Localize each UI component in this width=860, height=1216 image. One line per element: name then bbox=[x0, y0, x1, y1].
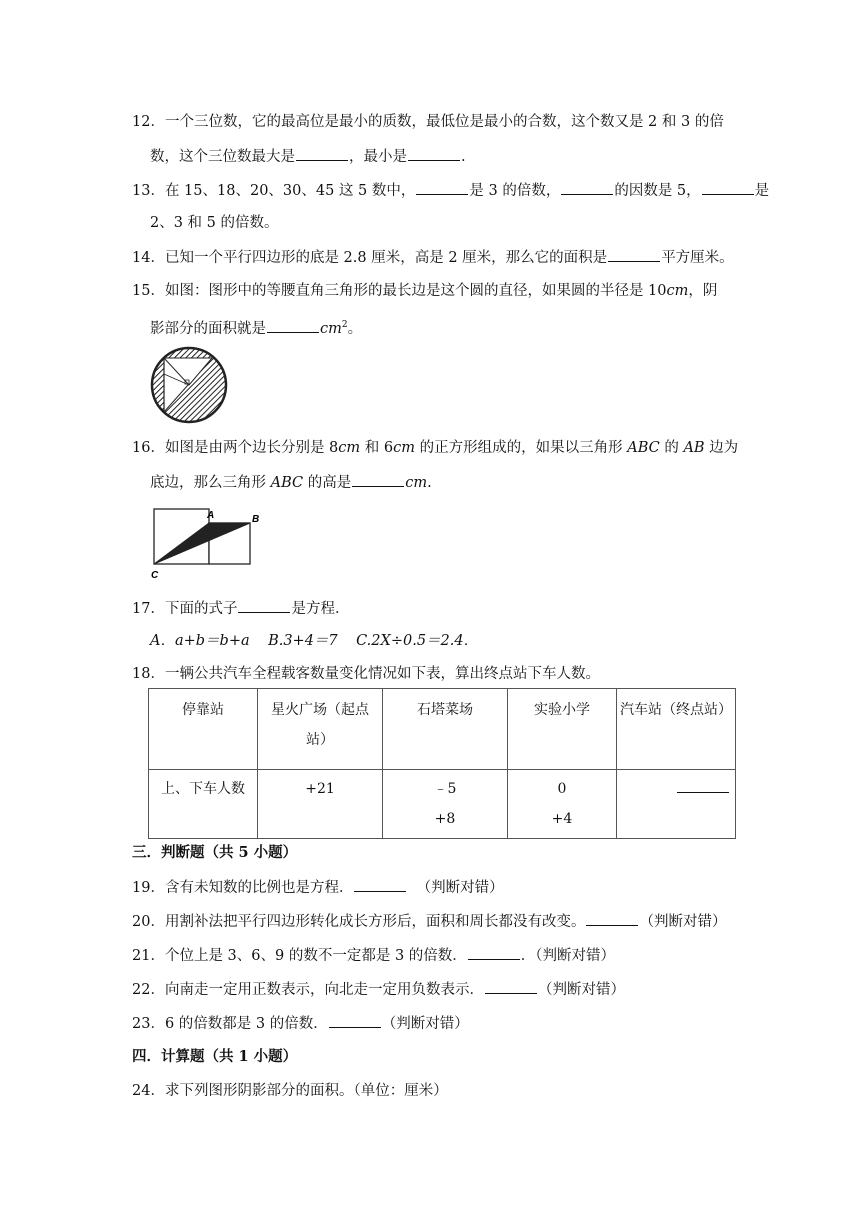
question-text: 一个三位数，它的最高位是最小的质数，最低位是最小的合数，这个数又是 2 和 3 的倍 bbox=[164, 114, 724, 130]
answer-blank[interactable] bbox=[267, 318, 319, 333]
question-16-line-1 bbox=[132, 438, 738, 458]
unit-text: cm bbox=[393, 440, 415, 456]
question-text: 是方程． bbox=[291, 601, 350, 617]
table-cell: ﹣5 +8 bbox=[383, 770, 508, 839]
question-21 bbox=[132, 945, 615, 966]
question-text: 是 bbox=[754, 183, 770, 199]
question-text: 的 bbox=[659, 440, 684, 456]
answer-blank[interactable] bbox=[354, 877, 406, 892]
question-text: （判断对错） bbox=[416, 880, 504, 896]
answer-blank[interactable] bbox=[561, 180, 613, 195]
option-c[interactable]: C.2X÷0.5＝2.4． bbox=[356, 633, 479, 649]
question-number: 24． bbox=[132, 1083, 165, 1099]
exponent: 2 bbox=[341, 320, 348, 330]
question-text: 是 3 的倍数， bbox=[469, 183, 561, 199]
question-text: 。 bbox=[347, 320, 363, 337]
question-number: 17． bbox=[132, 601, 165, 617]
question-15-line-1 bbox=[132, 281, 717, 301]
question-number: 13． bbox=[132, 183, 165, 199]
question-23 bbox=[132, 1013, 469, 1034]
question-16-line-2 bbox=[150, 472, 432, 493]
question-text: ，最小是 bbox=[349, 149, 407, 165]
question-number: 15． bbox=[132, 283, 165, 299]
table-row bbox=[149, 770, 736, 839]
table-header-cell: 汽车站（终点站） bbox=[617, 689, 736, 770]
table-cell bbox=[617, 770, 736, 839]
question-text: 如图是由两个边长分别是 8 bbox=[164, 440, 339, 456]
question-number: 18． bbox=[132, 666, 165, 682]
unit-text: cm bbox=[320, 320, 342, 337]
unit-text: cm bbox=[338, 440, 361, 456]
label-a: A bbox=[207, 510, 215, 521]
table-row bbox=[149, 689, 736, 770]
question-24 bbox=[132, 1081, 448, 1101]
question-number: 16． bbox=[132, 440, 165, 456]
two-squares-figure bbox=[146, 504, 268, 582]
question-text: 的高是 bbox=[303, 475, 352, 491]
option-b[interactable]: B.3+4＝7 bbox=[268, 633, 338, 649]
question-text: . bbox=[427, 475, 432, 491]
answer-blank[interactable] bbox=[296, 146, 348, 161]
question-text: 在 15、18、20、30、45 这 5 数中， bbox=[164, 183, 416, 199]
circle-triangle-figure bbox=[148, 344, 230, 426]
question-text: 一辆公共汽车全程载客数量变化情况如下表，算出终点站下车人数。 bbox=[164, 666, 600, 682]
question-text: 用割补法把平行四边形转化成长方形后，面积和周长都没有改变。 bbox=[164, 914, 586, 930]
question-20 bbox=[132, 911, 726, 932]
question-text: ．（判断对错） bbox=[520, 948, 616, 964]
question-text: 6 的倍数都是 3 的倍数． bbox=[164, 1016, 328, 1032]
answer-blank[interactable] bbox=[677, 778, 729, 793]
question-number: 19． bbox=[132, 880, 165, 896]
question-13-line-1 bbox=[132, 180, 769, 201]
question-text: 下面的式子 bbox=[164, 601, 238, 617]
question-text: （判断对错） bbox=[537, 982, 625, 998]
table-cell: +21 bbox=[258, 770, 383, 839]
option-a[interactable]: A．a+b＝b+a bbox=[150, 633, 250, 649]
answer-blank[interactable] bbox=[468, 945, 520, 960]
question-17-options bbox=[150, 631, 478, 651]
question-text: 影部分的面积就是 bbox=[150, 320, 266, 337]
question-text: 个位上是 3、6、9 的数不一定都是 3 的倍数． bbox=[164, 948, 467, 964]
question-text: 已知一个平行四边形的底是 2.8 厘米，高是 2 厘米，那么它的面积是 bbox=[164, 250, 608, 266]
question-number: 22． bbox=[132, 982, 165, 998]
question-number: 21． bbox=[132, 948, 165, 964]
answer-blank[interactable] bbox=[408, 146, 460, 161]
question-18 bbox=[132, 664, 600, 684]
question-22 bbox=[132, 979, 625, 1000]
triangle-label: ABC bbox=[270, 475, 304, 491]
question-number: 20． bbox=[132, 914, 165, 930]
answer-blank[interactable] bbox=[238, 598, 290, 613]
label-b: B bbox=[252, 514, 260, 525]
question-text: （判断对错） bbox=[381, 1016, 469, 1032]
question-text: 数，这个三位数最大是 bbox=[150, 149, 295, 165]
question-17 bbox=[132, 598, 349, 619]
triangle-label: ABC bbox=[627, 440, 660, 456]
question-text: 求下列图形阴影部分的面积。（单位：厘米） bbox=[164, 1083, 448, 1099]
question-14 bbox=[132, 247, 734, 268]
question-13-line-2 bbox=[150, 213, 279, 233]
question-text: 向南走一定用正数表示，向北走一定用负数表示． bbox=[164, 982, 484, 998]
question-text: 底边，那么三角形 bbox=[150, 475, 271, 491]
table-header-cell: 实验小学 bbox=[508, 689, 617, 770]
question-number: 14． bbox=[132, 250, 165, 266]
question-text: 边为 bbox=[704, 440, 739, 456]
question-15-line-2 bbox=[150, 315, 362, 339]
answer-blank[interactable] bbox=[586, 911, 638, 926]
question-text: 含有未知数的比例也是方程． bbox=[164, 880, 354, 896]
question-text: 的因数是 5， bbox=[614, 183, 701, 199]
question-text: 2、3 和 5 的倍数。 bbox=[150, 215, 279, 231]
question-number: 12． bbox=[132, 114, 165, 130]
table-cell: 上、下车人数 bbox=[149, 770, 258, 839]
section-heading: 四．计算题（共 1 小题） bbox=[132, 1048, 298, 1065]
answer-blank[interactable] bbox=[485, 979, 537, 994]
question-text: . bbox=[461, 149, 466, 165]
unit-text: cm bbox=[666, 283, 689, 299]
question-12-line-1 bbox=[132, 112, 724, 132]
question-text: （判断对错） bbox=[639, 914, 727, 930]
answer-blank[interactable] bbox=[329, 1013, 381, 1028]
table-header-cell: 石塔菜场 bbox=[383, 689, 508, 770]
question-text: ，阴 bbox=[688, 283, 718, 299]
label-c: C bbox=[151, 570, 159, 581]
question-12-line-2 bbox=[150, 146, 466, 167]
table-cell: 0 +4 bbox=[508, 770, 617, 839]
question-text: 和 6 bbox=[360, 440, 394, 456]
side-label: AB bbox=[683, 440, 705, 456]
question-19 bbox=[132, 877, 504, 898]
question-text: 的正方形组成的，如果以三角形 bbox=[415, 440, 628, 456]
question-number: 23． bbox=[132, 1016, 165, 1032]
answer-blank[interactable] bbox=[702, 180, 754, 195]
question-text: 如图：图形中的等腰直角三角形的最长边是这个圆的直径，如果圆的半径是 10 bbox=[164, 283, 667, 299]
question-text: 平方厘米。 bbox=[661, 250, 734, 266]
table-header-cell: 停靠站 bbox=[149, 689, 258, 770]
answer-blank[interactable] bbox=[352, 472, 404, 487]
section-heading: 三．判断题（共 5 小题） bbox=[132, 844, 298, 861]
table-header-cell: 星火广场（起点 站） bbox=[258, 689, 383, 770]
bus-passenger-table bbox=[148, 688, 736, 839]
unit-text: cm bbox=[405, 475, 428, 491]
answer-blank[interactable] bbox=[416, 180, 468, 195]
answer-blank[interactable] bbox=[608, 247, 660, 262]
